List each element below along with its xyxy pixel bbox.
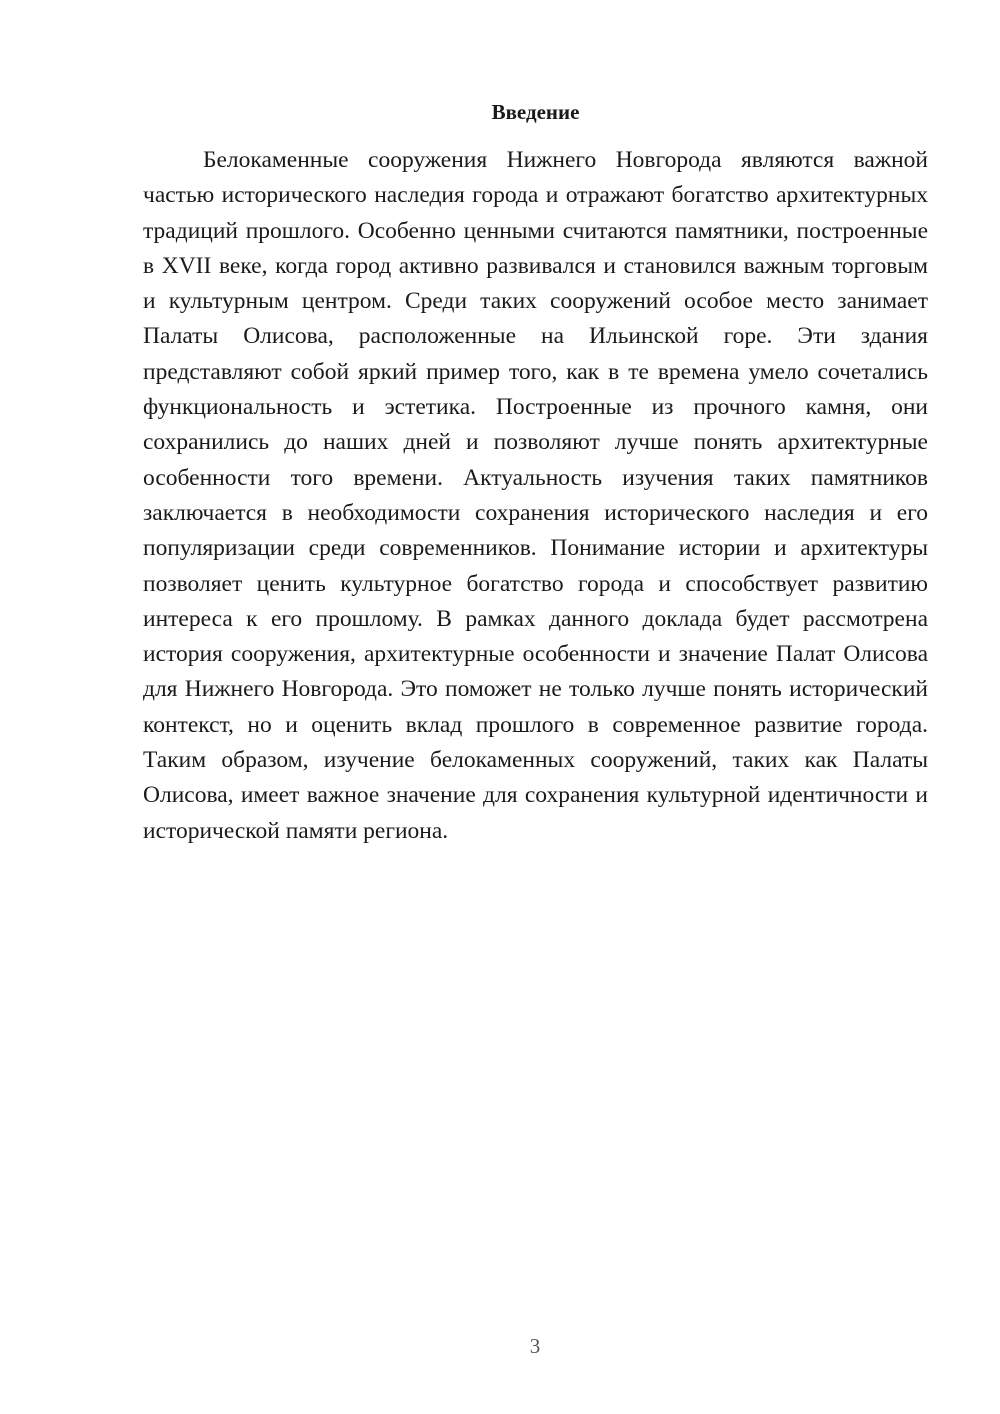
page-number: 3 — [529, 1334, 541, 1358]
section-heading: Введение — [491, 100, 580, 124]
body-paragraph: Белокаменные сооружения Нижнего Новгорода являются важной частью исторического наследия города и отражают богатство архитектурных традиций прошлого. Особенно ценными считаются памятники, построенные в XVII веке, когда город активно развивался и становился важным торговым и культурным центром. Среди таких сооружений особое место занимает Палаты Олисова, расположенные на Ильинской горе. Эти здания представляют собой яркий пример того, как в те времена умело сочетались функциональность и эстетика. Построенные из прочного камня, они сохранились до наших дней и позволяют лучше понять архитектурные особенности того времени. Актуальность изучения таких памятников заключается в необходимости сохранения исторического наследия и его популяризации среди современников. Понимание истории и архитектуры позволяет ценить культурное богатство города и способствует развитию интереса к его прошлому. В рамках данного доклада будет рассмотрена история сооружения, архитектурные особенности и значение Палат Олисова для Нижнего Новгорода. Это поможет не только лучше понять исторический контекст, но и оценить вклад прошлого в современное развитие города. Таким образом, изучение белокаменных сооружений, таких как Палаты Олисова, имеет важное значение для сохранения культурной идентичности и исторической памяти региона. — [143, 147, 928, 844]
